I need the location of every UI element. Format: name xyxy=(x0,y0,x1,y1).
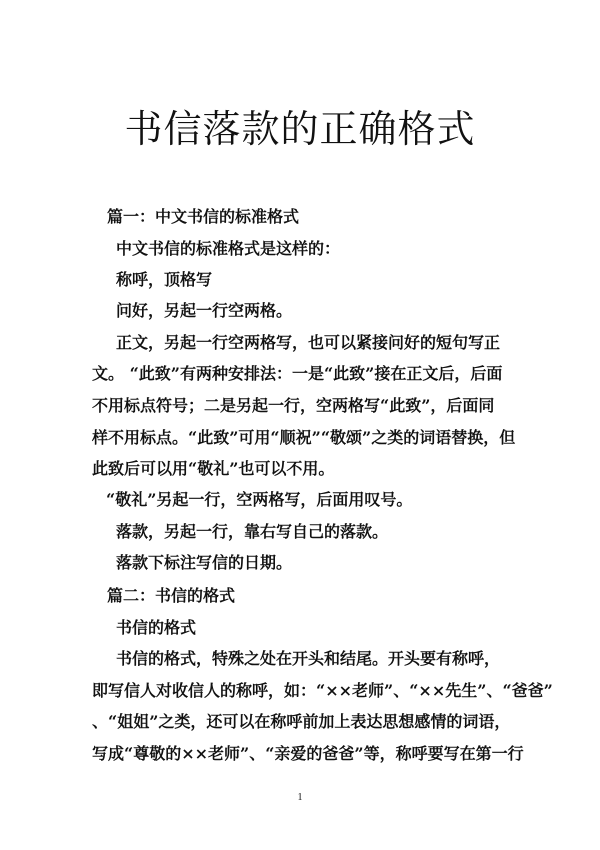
paragraph-line: 中文书信的标准格式是这样的： xyxy=(116,239,341,258)
paragraph-line: 样不用标点。“此致”可用“顺祝”“敬颂”之类的词语替换，但 xyxy=(92,428,516,447)
page-number: 1 xyxy=(297,792,303,803)
paragraph-line: 正文，另起一行空两格写，也可以紧接问好的短句写正 xyxy=(116,333,501,352)
paragraph-line: 落款下标注写信的日期。 xyxy=(116,553,293,572)
paragraph-line: 落款，另起一行，靠右写自己的落款。 xyxy=(116,522,389,541)
section-heading-1: 篇一：中文书信的标准格式 xyxy=(107,207,300,226)
document-title: 书信落款的正确格式 xyxy=(124,107,476,151)
paragraph-line: 即写信人对收信人的称呼，如：“××老师”、“××先生”、“爸爸” xyxy=(92,681,553,700)
paragraph-line: 写成“尊敬的××老师”、“亲爱的爸爸”等，称呼要写在第一行 xyxy=(92,744,524,763)
paragraph-line: 问好，另起一行空两格。 xyxy=(116,301,293,320)
paragraph-line: 此致后可以用“敬礼”也可以不用。 xyxy=(92,459,335,478)
paragraph-line: 文。 “此致”有两种安排法：一是“此致”接在正文后，后面 xyxy=(92,364,503,383)
paragraph-line: 书信的格式，特殊之处在开头和结尾。开头要有称呼， xyxy=(116,649,501,668)
section-heading-2: 篇二：书信的格式 xyxy=(107,586,236,605)
paragraph-line: 称呼，顶格写 xyxy=(116,270,213,289)
paragraph-line: 、“姐姐”之类，还可以在称呼前加上表达思想感情的词语， xyxy=(92,712,511,731)
paragraph-line: “敬礼”另起一行，空两格写，后面用叹号。 xyxy=(106,490,413,509)
paragraph-line: 书信的格式 xyxy=(116,618,197,637)
paragraph-line: 不用标点符号；二是另起一行，空两格写“此致”，后面同 xyxy=(92,396,495,415)
